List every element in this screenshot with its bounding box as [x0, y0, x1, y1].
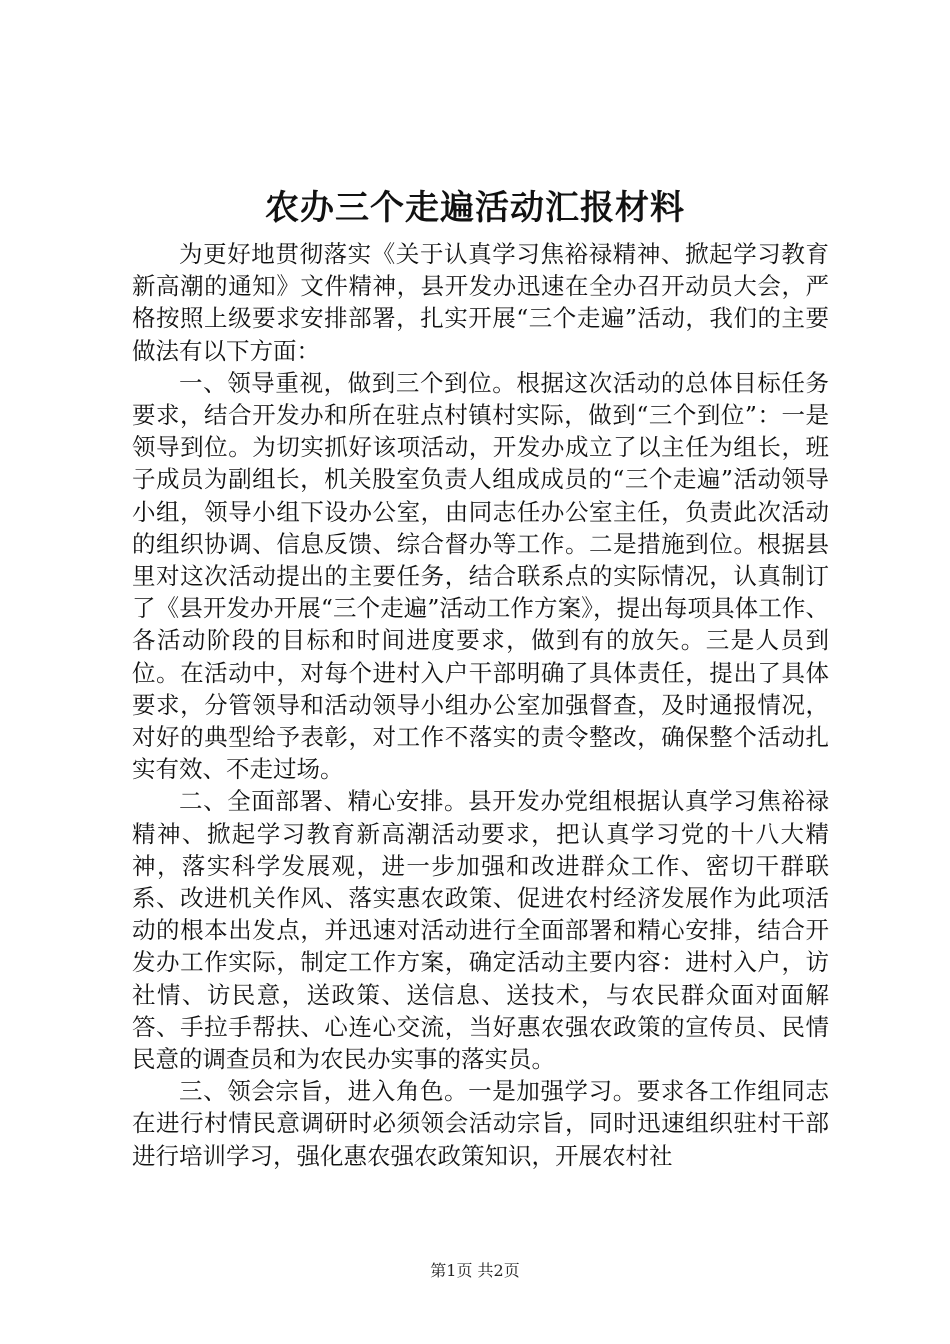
document-body [132, 238, 829, 1172]
page-footer: 第1页 共2页 [430, 1261, 520, 1280]
paragraph-section-1: 一、领导重视，做到三个到位。根据这次活动的总体目标任务要求，结合开发办和所在驻点村镇村实际，做到“三个到位”：一是领导到位。为切实抓好该项活动，开发办成立了以主任为组长，班子成员为副组长，机关股室负责人组成成员的“三个走遍”活动领导小组，领导小组下设办公室，由同志任办公室主任，负责此次活动的组织协调、信息反馈、综合督办等工作。二是措施到位。根据县里对这次活动提出的主要任务，结合联系点的实际情况，认真制订了《县开发办开展“三个走遍”活动工作方案》，提出每项具体工作、各活动阶段的目标和时间进度要求，做到有的放矢。三是人员到位。在活动中，对每个进村入户干部明确了具体责任，提出了具体要求，分管领导和活动领导小组办公室加强督查，及时通报情况，对好的典型给予表彰，对工作不落实的责令整改，确保整个活动扎实有效、不走过场。 [132, 368, 829, 784]
document-title: 农办三个走遍活动汇报材料 [265, 188, 685, 228]
paragraph-intro: 为更好地贯彻落实《关于认真学习焦裕禄精神、掀起学习教育新高潮的通知》文件精神，县开发办迅速在全办召开动员大会，严格按照上级要求安排部署，扎实开展“三个走遍”活动，我们的主要做法有以下方面： [132, 240, 829, 365]
paragraph-section-3: 三、领会宗旨，进入角色。一是加强学习。要求各工作组同志在进行村情民意调研时必须领会活动宗旨，同时迅速组织驻村干部进行培训学习，强化惠农强农政策知识，开展农村社 [132, 1077, 829, 1170]
paragraph-section-2: 二、全面部署、精心安排。县开发办党组根据认真学习焦裕禄精神、掀起学习教育新高潮活动要求，把认真学习党的十八大精神，落实科学发展观，进一步加强和改进群众工作、密切干群联系、改进机关作风、落实惠农政策、促进农村经济发展作为此项活动的根本出发点，并迅速对活动进行全面部署和精心安排，结合开发办工作实际，制定工作方案，确定活动主要内容：进村入户，访社情、访民意，送政策、送信息、送技术，与农民群众面对面解答、手拉手帮扶、心连心交流，当好惠农强农政策的宣传员、民情民意的调查员和为农民办实事的落实员。 [132, 787, 829, 1074]
